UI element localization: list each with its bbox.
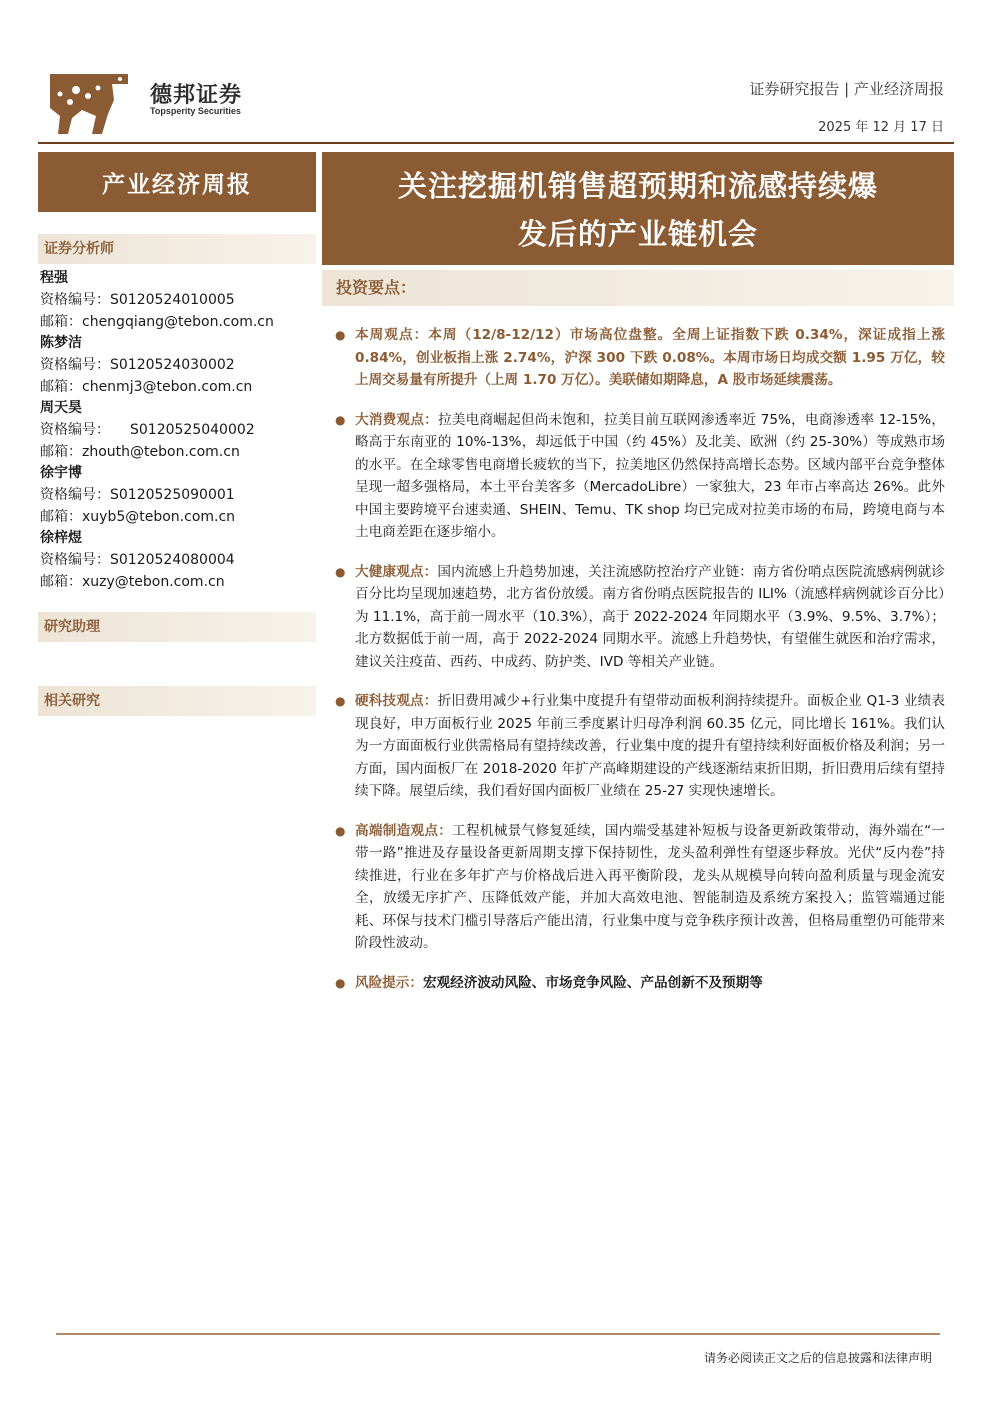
bullet-icon: ● bbox=[335, 694, 346, 708]
related-section-label: 相关研究 bbox=[38, 686, 316, 716]
analyst-entry bbox=[40, 463, 315, 528]
point-label: 硬科技观点： bbox=[355, 693, 438, 709]
point-text: 工程机械景气修复延续，国内端受基建补短板与设备更新政策带动，海外端在“一带一路”推进及存量设备更新周期支撑下保持韧性，龙头盈利弹性有望逐步释放。光伏“反内卷”持续推进，行业在多年扩产与价格战后进入再平衡阶段，龙头从规模导向转向盈利质量与现金流安全，放缓无序扩产、压降低效产能，并加大高效电池、智能制造及系统方案投入；监管端通过能耗、环保与技术门槛引导落后产能出清，行业集中度与竞争秩序预计改善，但格局重塑仍可能带来阶段性波动。 bbox=[355, 822, 946, 951]
bullet-icon: ● bbox=[335, 564, 346, 579]
brand-name: 德邦证券 bbox=[150, 83, 243, 108]
analyst-entry bbox=[40, 528, 315, 593]
cert-number: S0120525040002 bbox=[130, 422, 255, 438]
cert-number: S0120524030002 bbox=[110, 357, 235, 373]
cert-label: 资格编号： bbox=[40, 357, 110, 373]
point-hard-tech bbox=[335, 690, 945, 803]
company-logo bbox=[42, 70, 132, 136]
brand-name-en: Topsperity Securities bbox=[150, 106, 241, 116]
point-weekly-view bbox=[335, 324, 945, 392]
investment-highlights-label: 投资要点： bbox=[322, 270, 954, 306]
analyst-entry bbox=[40, 268, 315, 333]
investment-points bbox=[335, 324, 945, 1011]
email-label: 邮箱： bbox=[40, 509, 82, 525]
cert-label: 资格编号： bbox=[40, 422, 110, 438]
footer-divider bbox=[56, 1333, 940, 1335]
header-divider bbox=[38, 142, 954, 144]
analyst-name: 陈梦洁 bbox=[40, 335, 82, 351]
analyst-entry bbox=[40, 333, 315, 398]
analyst-entry bbox=[40, 398, 315, 463]
cert-label: 资格编号： bbox=[40, 552, 110, 568]
report-type: 证券研究报告 | 产业经济周报 bbox=[749, 80, 944, 98]
point-label: 高端制造观点： bbox=[355, 822, 453, 839]
point-text: 本周观点：本周（12/8-12/12）市场高位盘整。全周上证指数下跌 0.34%，深证成指上涨 0.84%，创业板指上涨 2.74%，沪深 300 下跌 0.08%。本周市场日均成交额 1.95 万亿，较上周交易量有所提升（上周 1.70 万亿）。美联储如期降息，A 股市场延续震荡。 bbox=[355, 327, 945, 388]
point-text: 拉美电商崛起但尚未饱和，拉美目前互联网渗透率近 75%，电商渗透率 12-15%，略高于东南亚的 10%-13%，却远低于中国（约 45%）及北美、欧洲（约 25-30%）等成熟市场的水平。在全球零售电商增长疲软的当下，拉美地区仍然保持高增长态势。区域内部平台竞争整体呈现一超多强格局，本土平台美客多（MercadoLibre）一家独大，23 年市占率高达 26%。此外中国主要跨境平台速卖通、SHEIN、Temu、TK shop 均已完成对拉美市场的布局，跨境电商与本土电商差距在逐步缩小。 bbox=[355, 411, 945, 540]
analyst-email[interactable]: xuyb5@tebon.com.cn bbox=[82, 509, 236, 525]
point-health bbox=[335, 561, 945, 674]
assistant-section-label: 研究助理 bbox=[38, 612, 316, 642]
point-text: 宏观经济波动风险、市场竞争风险、产品创新不及预期等 bbox=[422, 974, 763, 991]
point-label: 风险提示： bbox=[355, 974, 423, 991]
report-title bbox=[322, 152, 954, 265]
bullet-icon: ● bbox=[335, 975, 346, 990]
cert-label: 资格编号： bbox=[40, 292, 110, 308]
cert-number: S0120524080004 bbox=[110, 552, 235, 568]
bullet-icon: ● bbox=[335, 412, 346, 427]
cert-number: S0120524010005 bbox=[110, 292, 235, 308]
analyst-email[interactable]: chenmj3@tebon.com.cn bbox=[82, 379, 253, 395]
cert-number: S0120525090001 bbox=[110, 487, 235, 503]
cert-label: 资格编号： bbox=[40, 487, 110, 503]
report-category-banner: 产业经济周报 bbox=[38, 152, 316, 212]
point-consumer bbox=[335, 409, 945, 544]
analyst-name: 徐梓煜 bbox=[40, 530, 82, 546]
analyst-name: 徐宇博 bbox=[40, 465, 82, 481]
email-label: 邮箱： bbox=[40, 444, 82, 460]
footer-disclaimer: 请务必阅读正文之后的信息披露和法律声明 bbox=[703, 1351, 932, 1365]
analyst-section-label: 证券分析师 bbox=[38, 234, 316, 264]
report-title-line-2: 发后的产业链机会 bbox=[517, 217, 758, 251]
point-manufacturing bbox=[335, 820, 945, 955]
analyst-email[interactable]: xuzy@tebon.com.cn bbox=[82, 574, 225, 590]
point-risk bbox=[335, 972, 945, 995]
analyst-email[interactable]: chengqiang@tebon.com.cn bbox=[82, 314, 274, 330]
bullet-icon: ● bbox=[335, 823, 346, 838]
point-label: 大健康观点： bbox=[355, 563, 438, 580]
analyst-list bbox=[40, 268, 315, 593]
point-text: 折旧费用减少+行业集中度提升有望带动面板利润持续提升。面板企业 Q1-3 业绩表现良好，申万面板行业 2025 年前三季度累计归母净利润 60.35 亿元，同比增长 161%。我们认为一方面面板行业供需格局有望持续改善，行业集中度的提升有望持续利好面板价格及利润；另一方面，国内面板厂在 2018-2020 年扩产高峰期建设的产线逐渐结束折旧期，折旧费用后续有望持续下降。展望后续，我们看好国内面板厂业绩在 25-27 实现快速增长。 bbox=[355, 693, 945, 799]
bullet-icon: ● bbox=[335, 328, 346, 342]
email-label: 邮箱： bbox=[40, 574, 82, 590]
report-title-line-1: 关注挖掘机销售超预期和流感持续爆 bbox=[397, 169, 878, 203]
email-label: 邮箱： bbox=[40, 379, 82, 395]
analyst-email[interactable]: zhouth@tebon.com.cn bbox=[82, 444, 240, 460]
analyst-name: 周天昊 bbox=[40, 400, 82, 416]
point-label: 大消费观点： bbox=[355, 411, 438, 428]
email-label: 邮箱： bbox=[40, 314, 82, 330]
point-text: 国内流感上升趋势加速，关注流感防控治疗产业链：南方省份哨点医院流感病例就诊百分比均呈现加速趋势，北方省份放缓。南方省份哨点医院报告的 ILI%（流感样病例就诊百分比）为 11.1%，高于前一周水平（10.3%），高于 2022-2024 年同期水平（3.9%、9.5%、3.7%）；北方数据低于前一周，高于 2022-2024 同期水平。流感上升趋势快，有望催生就医和治疗需求，建议关注疫苗、西药、中成药、防护类、IVD 等相关产业链。 bbox=[355, 563, 945, 670]
report-date: 2025 年 12 月 17 日 bbox=[818, 120, 944, 135]
analyst-name: 程强 bbox=[40, 270, 68, 286]
